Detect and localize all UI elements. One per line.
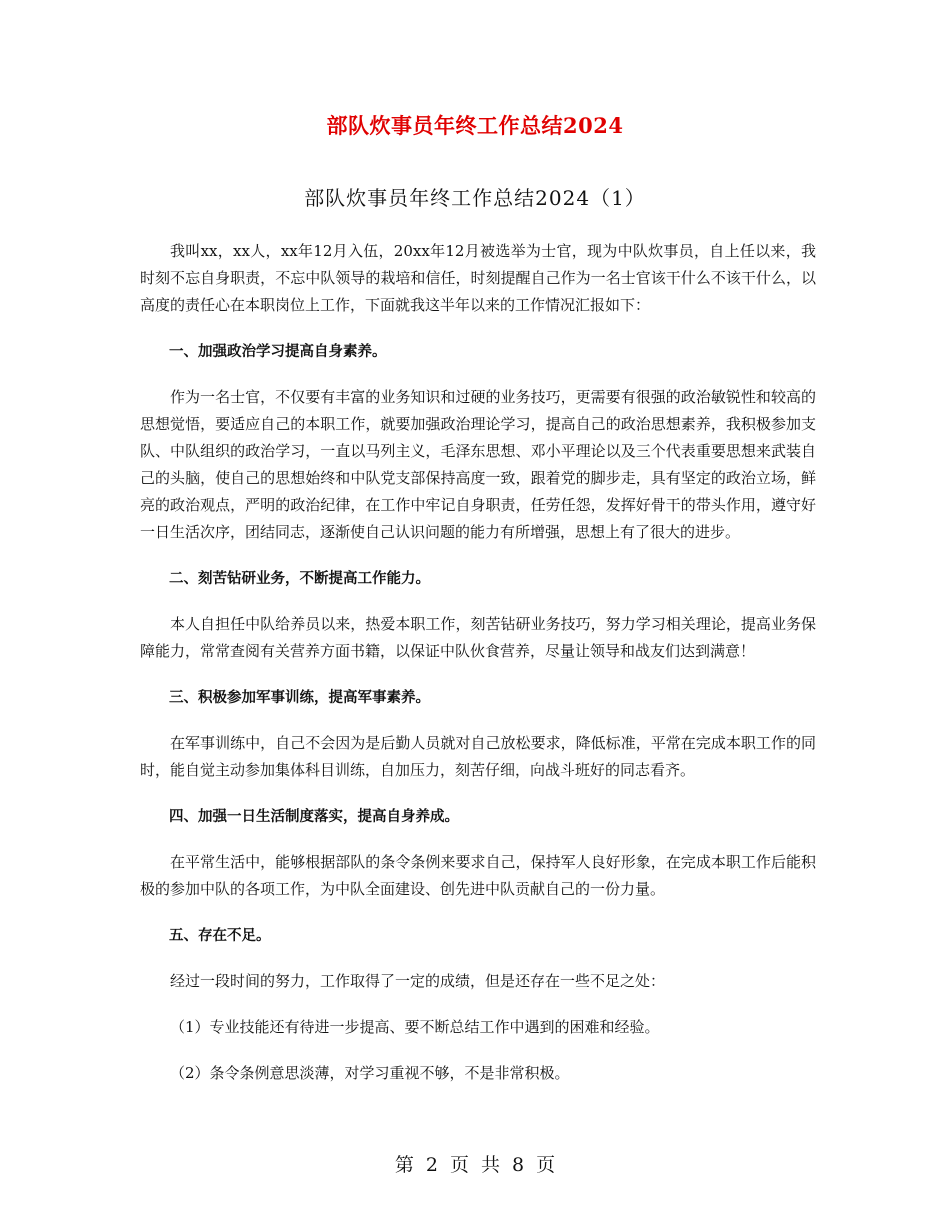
section-heading-2: 二、刻苦钻研业务，不断提高工作能力。 [169,570,430,587]
section-body-5: 经过一段时间的努力，工作取得了一定的成绩，但是还存在一些不足之处： [170,972,666,990]
page-footer: 第 2 页 共 8 页 [394,1154,556,1176]
document-title: 部队炊事员年终工作总结2024 [326,113,624,138]
document-subtitle: 部队炊事员年终工作总结2024（1） [304,186,646,210]
section-heading-1: 一、加强政治学习提高自身素养。 [169,343,387,360]
list-item-2: （2）条令条例意思淡薄，对学习重视不够，不是非常积极。 [170,1064,570,1082]
section-body-2: 本人自担任中队给养员以来，热爱本职工作，刻苦钻研业务技巧，努力学习相关理论，提高业务保障能力，常常查阅有关营养方面书籍，以保证中队伙食营养，尽量让领导和战友们达到满意！ [140,615,816,660]
document-body [140,238,816,1106]
section-heading-3: 三、积极参加军事训练，提高军事素养。 [169,689,430,706]
section-body-3: 在军事训练中，自己不会因为是后勤人员就对自己放松要求，降低标准，平常在完成本职工作的同时，能自觉主动参加集体科目训练，自加压力，刻苦仔细，向战斗班好的同志看齐。 [140,734,816,779]
section-body-1: 作为一名士官，不仅要有丰富的业务知识和过硬的业务技巧，更需要有很强的政治敏锐性和较高的思想觉悟，要适应自己的本职工作，就要加强政治理论学习，提高自己的政治思想素养，我积极参加支队、中队组织的政治学习，一直以马列主义，毛泽东思想、邓小平理论以及三个代表重要思想来武装自己的头脑，使自己的思想始终和中队党支部保持高度一致，跟着党的脚步走，具有坚定的政治立场，鲜亮的政治观点，严明的政治纪律，在工作中牢记自身职责，任劳任怨，发挥好骨干的带头作用，遵守好一日生活次序，团结同志，逐渐使自己认识问题的能力有所增强，思想上有了很大的进步。 [140,388,816,541]
section-heading-5: 五、存在不足。 [169,927,271,944]
section-heading-4: 四、加强一日生活制度落实，提高自身养成。 [169,808,459,825]
list-item-1: （1）专业技能还有待进一步提高、要不断总结工作中遇到的困难和经验。 [170,1018,660,1036]
section-body-4: 在平常生活中，能够根据部队的条令条例来要求自己，保持军人良好形象，在完成本职工作后能积极的参加中队的各项工作，为中队全面建设、创先进中队贡献自己的一份力量。 [140,853,816,898]
intro-paragraph: 我叫xx，xx人，xx年12月入伍，20xx年12月被选举为士官，现为中队炊事员，自上任以来，我时刻不忘自身职责，不忘中队领导的栽培和信任，时刻提醒自己作为一名士官该干什么不该干什么，以高度的责任心在本职岗位上工作，下面就我这半年以来的工作情况汇报如下： [140,242,816,314]
